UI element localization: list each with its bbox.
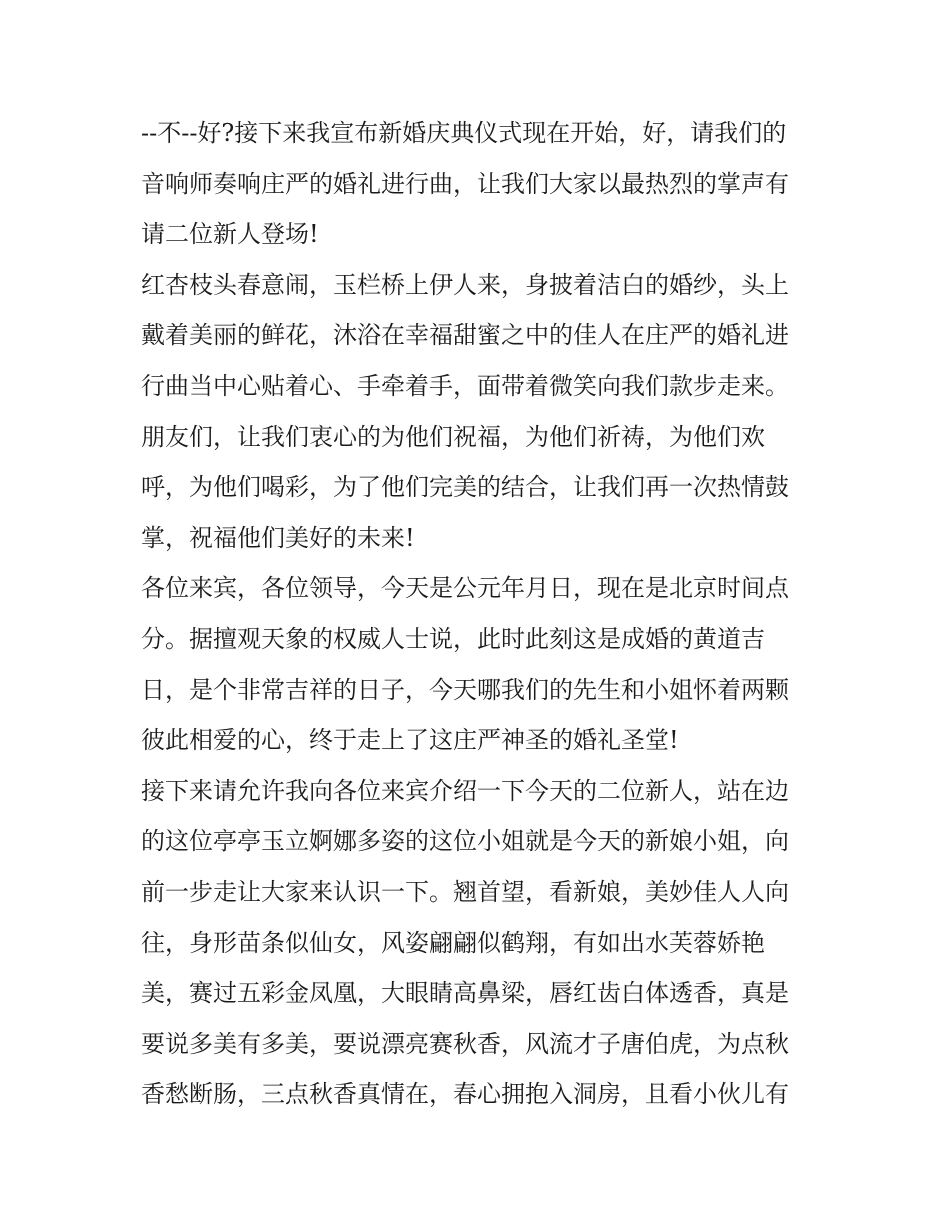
- text-line: --不--好?接下来我宣布新婚庆典仪式现在开始，好，请我们的: [141, 119, 787, 147]
- text-line: 戴着美丽的鲜花，沐浴在幸福甜蜜之中的佳人在庄严的婚礼进: [141, 321, 789, 350]
- text-line: 日，是个非常吉祥的日子，今天哪我们的先生和小姐怀着两颗: [141, 675, 789, 704]
- text-line: 音响师奏响庄严的婚礼进行曲，让我们大家以最热烈的掌声有: [141, 169, 789, 198]
- text-line: 各位来宾，各位领导，今天是公元年月日，现在是北京时间点: [141, 574, 789, 603]
- text-line: 的这位亭亭玉立婀娜多姿的这位小姐就是今天的新娘小姐，向: [141, 827, 789, 856]
- text-line: 美，赛过五彩金凤凰，大眼睛高鼻梁，唇红齿白体透香，真是: [141, 979, 789, 1008]
- text-line: 前一步走让大家来认识一下。翘首望，看新娘，美妙佳人人向: [141, 877, 789, 906]
- body-text: [141, 108, 821, 1120]
- text-line: 红杏枝头春意闹，玉栏桥上伊人来，身披着洁白的婚纱，头上: [141, 270, 789, 299]
- text-line: 香愁断肠，三点秋香真情在，春心拥抱入洞房，且看小伙儿有: [141, 1080, 789, 1109]
- text-line: 行曲当中心贴着心、手牵着手，面带着微笑向我们款步走来。: [141, 371, 789, 400]
- text-line: 呼，为他们喝彩，为了他们完美的结合，让我们再一次热情鼓: [141, 473, 789, 502]
- text-line: 往，身形苗条似仙女，风姿翩翩似鹤翔，有如出水芙蓉娇艳: [141, 928, 765, 957]
- text-line: 请二位新人登场!: [141, 220, 319, 249]
- text-line: 彼此相爱的心，终于走上了这庄严神圣的婚礼圣堂!: [141, 726, 679, 755]
- text-line: 掌，祝福他们美好的未来!: [141, 523, 415, 552]
- text-line: 分。据擅观天象的权威人士说，此时此刻这是成婚的黄道吉: [141, 624, 765, 653]
- text-line: 接下来请允许我向各位来宾介绍一下今天的二位新人，站在边: [141, 776, 789, 805]
- text-line: 要说多美有多美，要说漂亮赛秋香，风流才子唐伯虎，为点秋: [141, 1029, 789, 1058]
- text-line: 朋友们，让我们衷心的为他们祝福，为他们祈祷，为他们欢: [141, 422, 765, 451]
